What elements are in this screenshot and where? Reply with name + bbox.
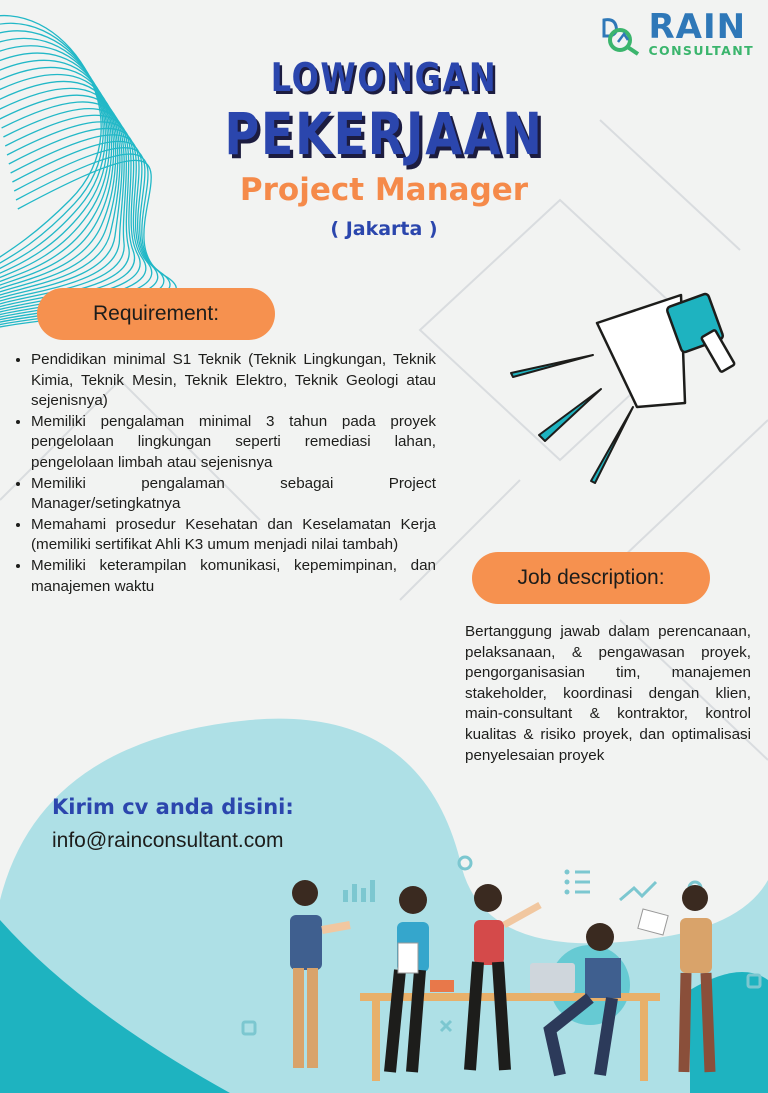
job-description-text: Bertanggung jawab dalam perencanaan, pelaksanaan, & pengawasan proyek, pengorganisasian tim, manajemen stakeholder, koordinasi dengan klien, main-consultant & kontraktor, kontrol kualitas & risiko proyek, dan optimalisasi penyelesaian proyek: [465, 623, 751, 764]
requirement-item: • Memiliki keterampilan komunikasi, kepemimpinan, dan manajemen waktu: [31, 556, 436, 597]
requirement-item: • Memahami prosedur Kesehatan dan Keselamatan Kerja (memiliki sertifikat Ahli K3 umum menjadi nilai tambah): [31, 515, 436, 556]
job-location: ( Jakarta ): [330, 218, 438, 240]
megaphone-icon: [505, 285, 750, 485]
job-description-heading: Job description:: [472, 552, 710, 604]
logo-brand-text: RAIN: [648, 7, 747, 47]
logo-tagline: CONSULTANT: [648, 43, 754, 58]
requirement-item: • Pendidikan minimal S1 Teknik (Teknik Lingkungan, Teknik Kimia, Teknik Mesin, Teknik Elektro, Teknik Geologi atau sejenisnya): [31, 350, 436, 412]
contact-heading: Kirim cv anda disini:: [52, 795, 294, 819]
company-logo: [598, 7, 754, 58]
rain-logo-icon: [598, 12, 642, 56]
team-illustration: [0, 700, 768, 1093]
requirement-item: • Memiliki pengalaman sebagai Project Manager/setingkatnya: [31, 474, 436, 515]
contact-email-link[interactable]: info@rainconsultant.com: [52, 829, 284, 852]
requirement-list: [14, 350, 436, 597]
title-pekerjaan: PEKERJAAN: [224, 100, 544, 168]
requirement-item: • Memiliki pengalaman minimal 3 tahun pada proyek pengelolaan lingkungan seperti remediasi lahan, pengelolaan limbah atau sejenisnya: [31, 412, 436, 474]
title-lowongan: LOWONGAN: [270, 56, 498, 101]
requirement-heading: Requirement:: [37, 288, 275, 340]
job-role-title: Project Manager: [239, 172, 529, 208]
